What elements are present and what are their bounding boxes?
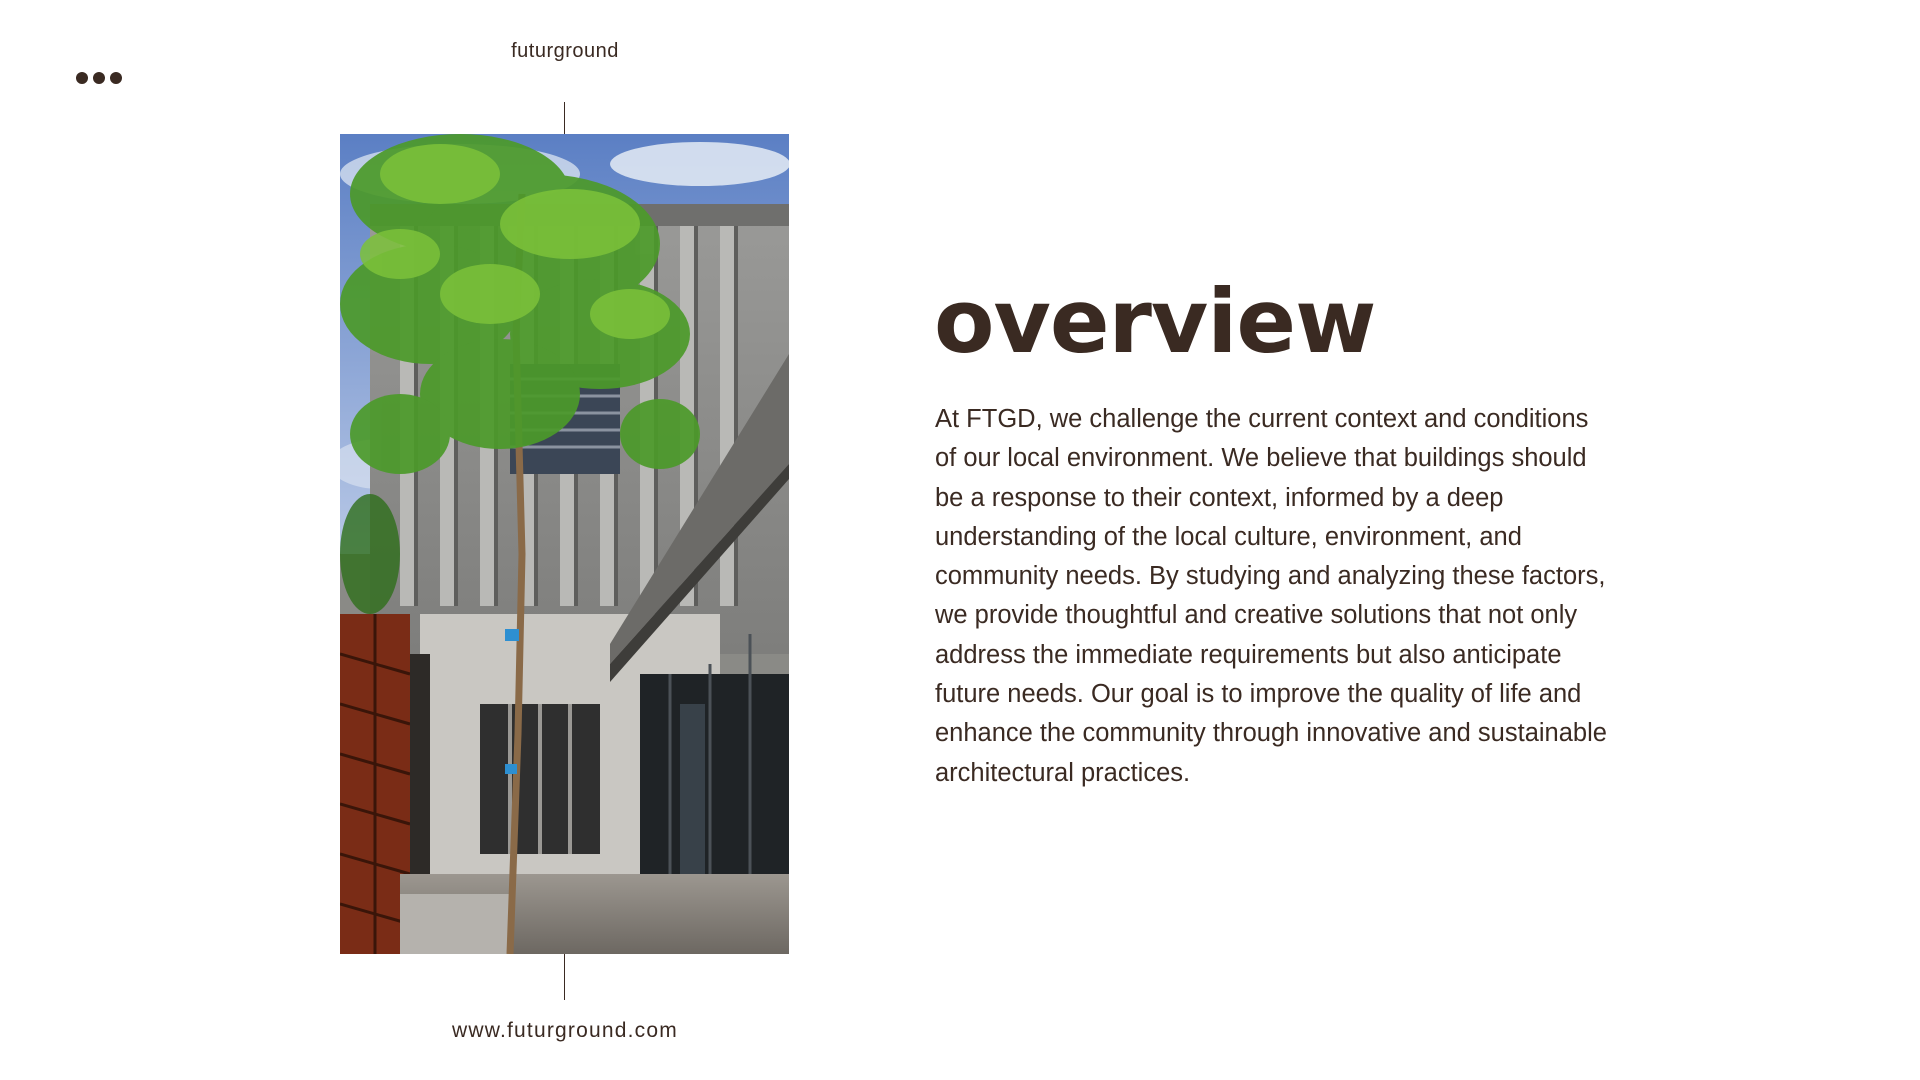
- menu-dot: [110, 72, 122, 84]
- overview-paragraph: At FTGD, we challenge the current context and conditions of our local environment. We believe that buildings should be a response to their context, informed by a deep understanding of the local culture, environment, and community needs. By studying and analyzing these factors, we provide thoughtful and creative solutions that not only address the immediate requirements but also anticipate future needs. Our goal is to improve the quality of life and enhance the community through innovative and sustainable architectural practices.: [935, 405, 1607, 787]
- page-title: overview: [934, 270, 1376, 373]
- divider-line-bottom: [564, 954, 565, 1000]
- brand-name: futurground: [511, 40, 619, 62]
- website-link[interactable]: www.futurground.com: [452, 1019, 678, 1042]
- menu-dot: [93, 72, 105, 84]
- menu-dot: [76, 72, 88, 84]
- divider-line-top: [564, 102, 565, 134]
- building-photo: [340, 134, 789, 954]
- more-dots-icon[interactable]: [76, 70, 122, 86]
